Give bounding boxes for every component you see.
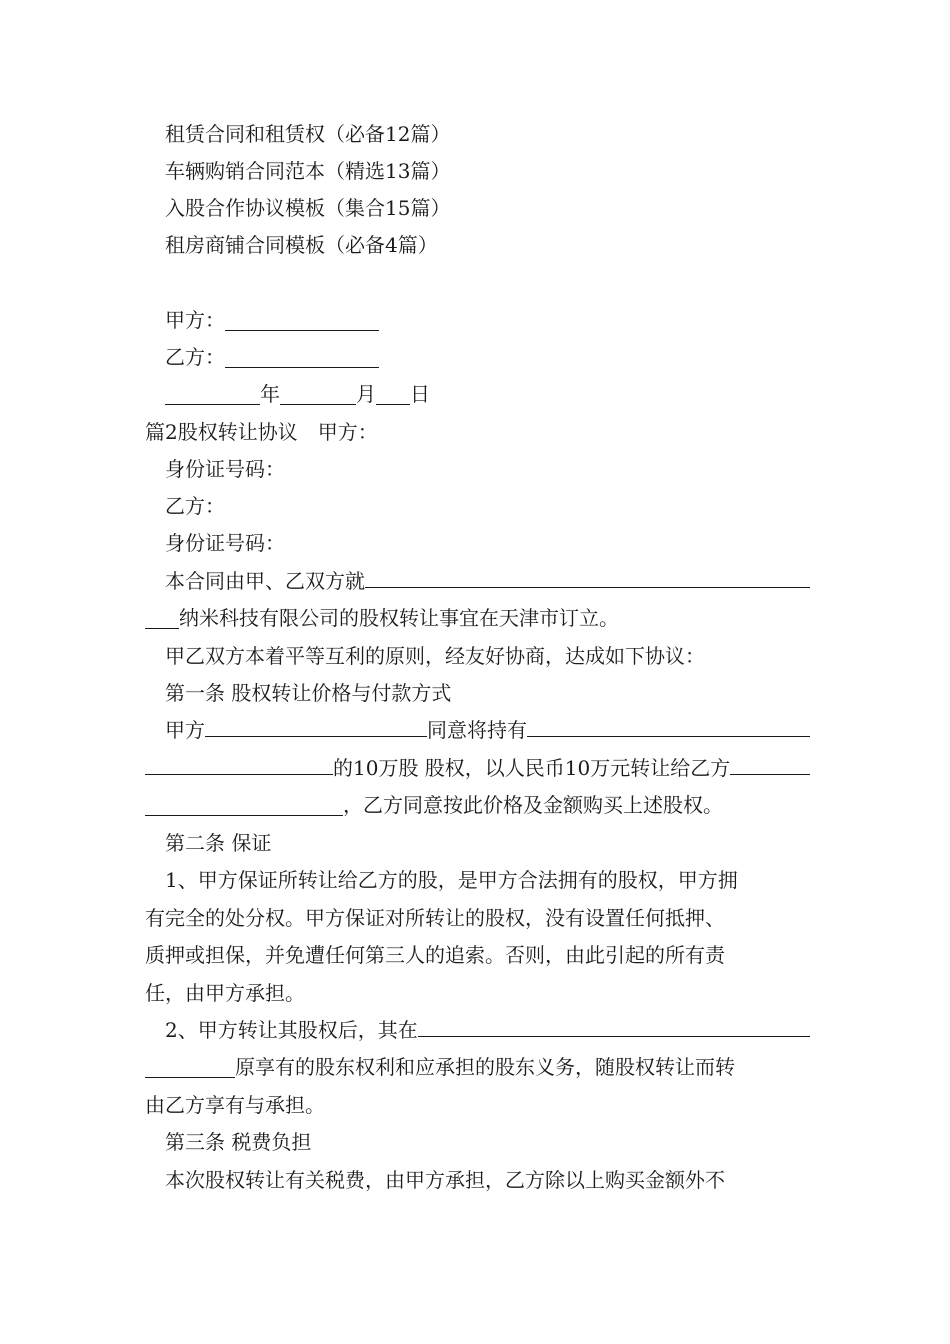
article-3-title: 第三条 税费负担 [165, 1130, 312, 1154]
sign-party-b-blank [225, 343, 379, 368]
date-year-blank [165, 380, 260, 405]
article-1-line-3 [145, 787, 810, 824]
article-1-text-b: 同意将持有 [427, 718, 527, 742]
related-article-3[interactable]: 入股合作协议模板（集合15篇） [165, 196, 451, 220]
article-1-title: 第一条 股权转让价格与付款方式 [165, 681, 452, 705]
related-article-1[interactable]: 租赁合同和租赁权（必备12篇） [165, 122, 451, 146]
sign-party-b-label: 乙方： [165, 345, 225, 369]
article-3-para-1: 本次股权转让有关税费，由甲方承担，乙方除以上购买金额外不 [165, 1168, 725, 1192]
contract-heading: 篇2股权转让协议 甲方： [145, 420, 378, 444]
article-1-text-a: 甲方 [165, 718, 205, 742]
article-1-text-c: 的10万股 股权，以人民币10万元转让给乙方 [333, 756, 731, 780]
article-1-blank-a [205, 712, 427, 737]
party-a-id: 身份证号码： [165, 457, 285, 481]
sign-party-a [145, 302, 810, 339]
party-b: 乙方： [165, 494, 225, 518]
article-1-blank-c [145, 750, 333, 775]
date-year-label: 年 [260, 382, 280, 406]
intro-line-2 [145, 600, 810, 637]
intro-blank-2 [145, 604, 179, 629]
related-article-2[interactable]: 车辆购销合同范本（精选13篇） [165, 159, 451, 183]
date-month-label: 月 [356, 382, 376, 406]
sign-party-a-label: 甲方： [165, 308, 225, 332]
article-2-para-2-text-b: 原享有的股东权利和应承担的股东义务，随股权转让而转 [235, 1055, 735, 1079]
date-day-blank [376, 380, 410, 405]
sign-date [145, 376, 810, 413]
intro-blank-1 [365, 563, 810, 588]
sign-party-b [145, 339, 810, 376]
article-1-text-d: ，乙方同意按此价格及金额购买上述股权。 [343, 793, 723, 817]
article-1-line-1 [145, 712, 810, 749]
article-2-para-1-line-1: 1、甲方保证所转让给乙方的股，是甲方合法拥有的股权，甲方拥 [165, 868, 738, 892]
article-2-para-2-blank-a [418, 1012, 810, 1037]
article-2-para-2-line-2 [145, 1049, 810, 1086]
article-2-para-2-line-3: 由乙方享有与承担。 [145, 1093, 325, 1117]
party-b-id: 身份证号码： [165, 531, 285, 555]
article-2-para-2-blank-b [145, 1053, 235, 1078]
intro-line-1 [145, 563, 810, 600]
article-2-title: 第二条 保证 [165, 831, 272, 855]
intro-text-2: 纳米科技有限公司的股权转让事宜在天津市订立。 [179, 606, 619, 630]
date-day-label: 日 [410, 382, 430, 406]
article-1-line-2 [145, 750, 810, 787]
article-2-para-2-line-1 [145, 1012, 810, 1049]
date-month-blank [280, 380, 356, 405]
principle-text: 甲乙双方本着平等互利的原则，经友好协商，达成如下协议： [165, 644, 705, 668]
article-1-blank-e [145, 791, 343, 816]
article-1-blank-d [730, 750, 810, 775]
article-2-para-1-line-4: 任，由甲方承担。 [145, 981, 305, 1005]
article-1-blank-b [527, 712, 810, 737]
article-2-para-2-text-a: 2、甲方转让其股权后，其在 [165, 1018, 418, 1042]
article-2-para-1-line-2: 有完全的处分权。甲方保证对所转让的股权，没有设置任何抵押、 [145, 906, 725, 930]
intro-text-1: 本合同由甲、乙双方就 [165, 569, 365, 593]
article-2-para-1-line-3: 质押或担保，并免遭任何第三人的追索。否则，由此引起的所有责 [145, 943, 725, 967]
sign-party-a-blank [225, 306, 379, 331]
related-article-4[interactable]: 租房商铺合同模板（必备4篇） [165, 233, 438, 257]
